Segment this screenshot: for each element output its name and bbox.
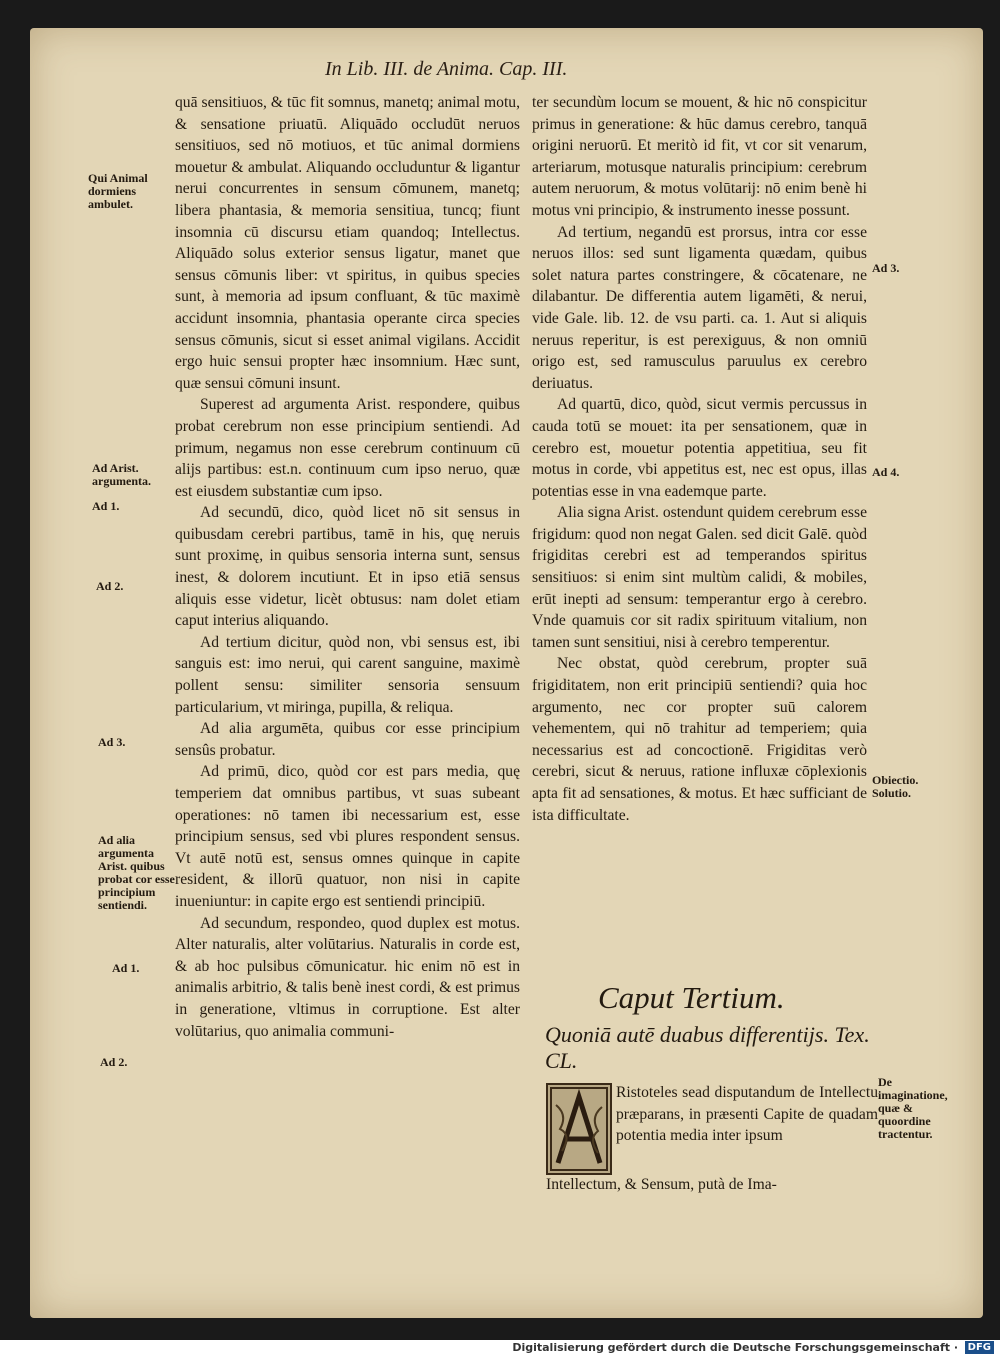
paragraph: Ad alia argumēta, quibus cor esse principium sensûs probatur.	[175, 720, 520, 759]
margin-note: Ad 3.	[98, 735, 126, 749]
paragraph: Ad secundum, respondeo, quod duplex est motus. Alter naturalis, alter volūtarius. Naturalis in corde est, & ab hoc pulsibus cōmunicatur. hic enim nō est in animalis arbitrio, & talis benè inest cordi, & est primus in generatione, vltimus in corruptione. Est alter volūtarius, quo animalia communi-	[175, 914, 520, 1040]
margin-note: Ad 2.	[96, 579, 124, 593]
paragraph: Ad tertium, negandū est prorsus, intra cor esse neruos illos: sed sunt ligamenta quædam, quibus solet natura partes constringere, & cōcatenare, ne dilabantur. De differentia autem ligamēti, & nerui, vide Gale. lib. 12. de vsu parti. ca. 1. Aut si aliquis neruus reperitur, is est perexiguus, & non omniū origo est, sed ramusculus paruulus ex cerebro deriuatus.	[532, 223, 867, 392]
decorated-initial	[546, 1083, 612, 1175]
dfg-logo: DFG	[965, 1341, 994, 1354]
paragraph: Alia signa Arist. ostendunt quidem cerebrum esse frigidum: quod non negat Galen. sed dicit Galē. quòd frigiditas cerebri est ad temperandos spiritus sensitiuos: si enim sint multùm calidi, & mobiles, erūt inepti ad sensum: temperantur ergo à cerebro. Vnde quamuis cor sit radix spirituum vitalium, non tamen sunt sensitiui, nisi à cerebro temperentur.	[532, 504, 867, 651]
chapter-first-paragraph: Ristoteles sead disputandum de Intellectu præparans, in præsenti Capite de quadam potentia media inter ipsum	[616, 1084, 878, 1145]
paragraph: quā sensitiuos, & tūc fit somnus, manetq; animal motu, & sensatione priuatū. Aliquādo occludūt neruos sensitiuos, sed nō motiuos, et tūc animal dormiens mouetur & ambulat. Aliquando occluduntur & ligantur nerui concurrentes in sensum cōmunem, manetq; libera phantasia, & memoria sensitiua, tuncq; fiunt insomnia cū discursu etiam quandoq; Intellectus. Aliquādo solus exterior sensus ligatur, manet que sensus cōmunis liber: vt spiritus, in quibus species sunt, à memoria ad ipsum confluant, & tūc maximè accidunt insomnia, phantasia operante circa species sensus cōmunis, sicut si esset animal vigilans. Accidit ergo huic sensui propter hæc insomnium. Hæc sunt, quæ sensui cōmuni insunt.	[175, 94, 520, 392]
margin-note: De imaginatione, quæ & quoordine tractentur.	[878, 1075, 948, 1141]
paragraph: ter secundùm locum se mouent, & hic nō conspicitur primus in generatione: & hūc damus cerebro, tanquā origini neruorū. Et meritò id fit, vt cor sit venarum, arteriarum, motusque naturalis principium: cerebrum autem neruorum, & motus volūtarij: nō enim benè hi motus vni principio, & instrumento inesse possunt.	[532, 94, 867, 219]
chapter-paragraph-continuation: Intellectum, & Sensum, putà de Ima-	[546, 1176, 777, 1193]
chapter-heading: Caput Tertium.	[598, 980, 785, 1015]
chapter-subheading: Quoniā autē duabus differentijs. Tex. CL.	[545, 1022, 870, 1073]
paragraph: Superest ad argumenta Arist. respondere, quibus probat cerebrum non esse principium sentiendi. Ad primum, negamus non esse cerebrum continuum cū alijs partibus: est.n. continuum cum ipso neruo, quæ est eiusdem substantiæ cum ipso.	[175, 396, 520, 500]
margin-note: Ad 2.	[100, 1055, 128, 1069]
left-column	[175, 92, 520, 1042]
margin-note: Ad 1.	[92, 499, 120, 513]
paragraph: Ad secundū, dico, quòd licet nō sit sensus in quibusdam cerebri partibus, tamē in his, quę neruis sunt proximę, in quibus sensoria interna sunt, sensus inest, & dolorem incutiunt. Et in ipso etiā sensus aliquis esse videtur, licèt obtusus: nam dolet etiam caput interius aliquando.	[175, 504, 520, 630]
right-column	[532, 92, 867, 826]
margin-note: Ad Arist. argumenta.	[92, 461, 151, 488]
running-head: In Lib. III. de Anima. Cap. III.	[325, 58, 568, 80]
margin-note: Ad 4.	[872, 465, 900, 479]
paragraph: Ad quartū, dico, quòd, sicut vermis percussus in cauda totū se mouet: ita per sensationem, quæ in cerebro est, mouetur potentia appetitiua, seu fit motus in corde, vbi appetitus est, nec est opus, illas potentias esse in vna eademque parte.	[532, 396, 867, 500]
margin-note: Qui Animal dormiens ambulet.	[88, 171, 148, 211]
margin-note: Ad 3.	[872, 261, 900, 275]
initial-A-ornament	[548, 1085, 610, 1173]
margin-note: Ad 1.	[112, 961, 140, 975]
paragraph: Ad primū, dico, quòd cor est pars media, quę temperiem dat omnibus partibus, vt suas subeant operationes: nō tamen ibi necessarium est, esse principium sensus, sed vbi plures respondent sensus. Vt autē notū est, sensus omnes quinque in capite resident, & illorū quatuor, non nisi in capite inueniuntur: in capite ergo est sentiendi principiū.	[175, 763, 520, 910]
paragraph: Ad tertium dicitur, quòd non, vbi sensus est, ibi sanguis est: imo nerui, qui carent sanguine, maximè pollent sensu: similiter sensoria sensuum particularium, vt miringa, pupilla, & reliqua.	[175, 633, 520, 716]
paragraph: Nec obstat, quòd cerebrum, propter suā frigiditatem, non erit principiū sentiendi? quia hoc argumento, nec cor propter suū calorem vehementem, qui nō trahitur ad temperiem; quia necessarius est ad concoctionē. Frigiditas verò cerebri, sicut & neruus, ratione influxæ cōplexionis apta fit ad sensationes, & motus. Et hæc sufficiant de ista difficultate.	[532, 655, 867, 824]
margin-note: Ad alia argumenta Arist. quibus probat cor esse principium sentiendi.	[98, 833, 175, 912]
margin-note: Obiectio. Solutio.	[872, 773, 919, 800]
funding-footer: Digitalisierung gefördert durch die Deutsche Forschungsgemeinschaft ·	[512, 1341, 958, 1354]
